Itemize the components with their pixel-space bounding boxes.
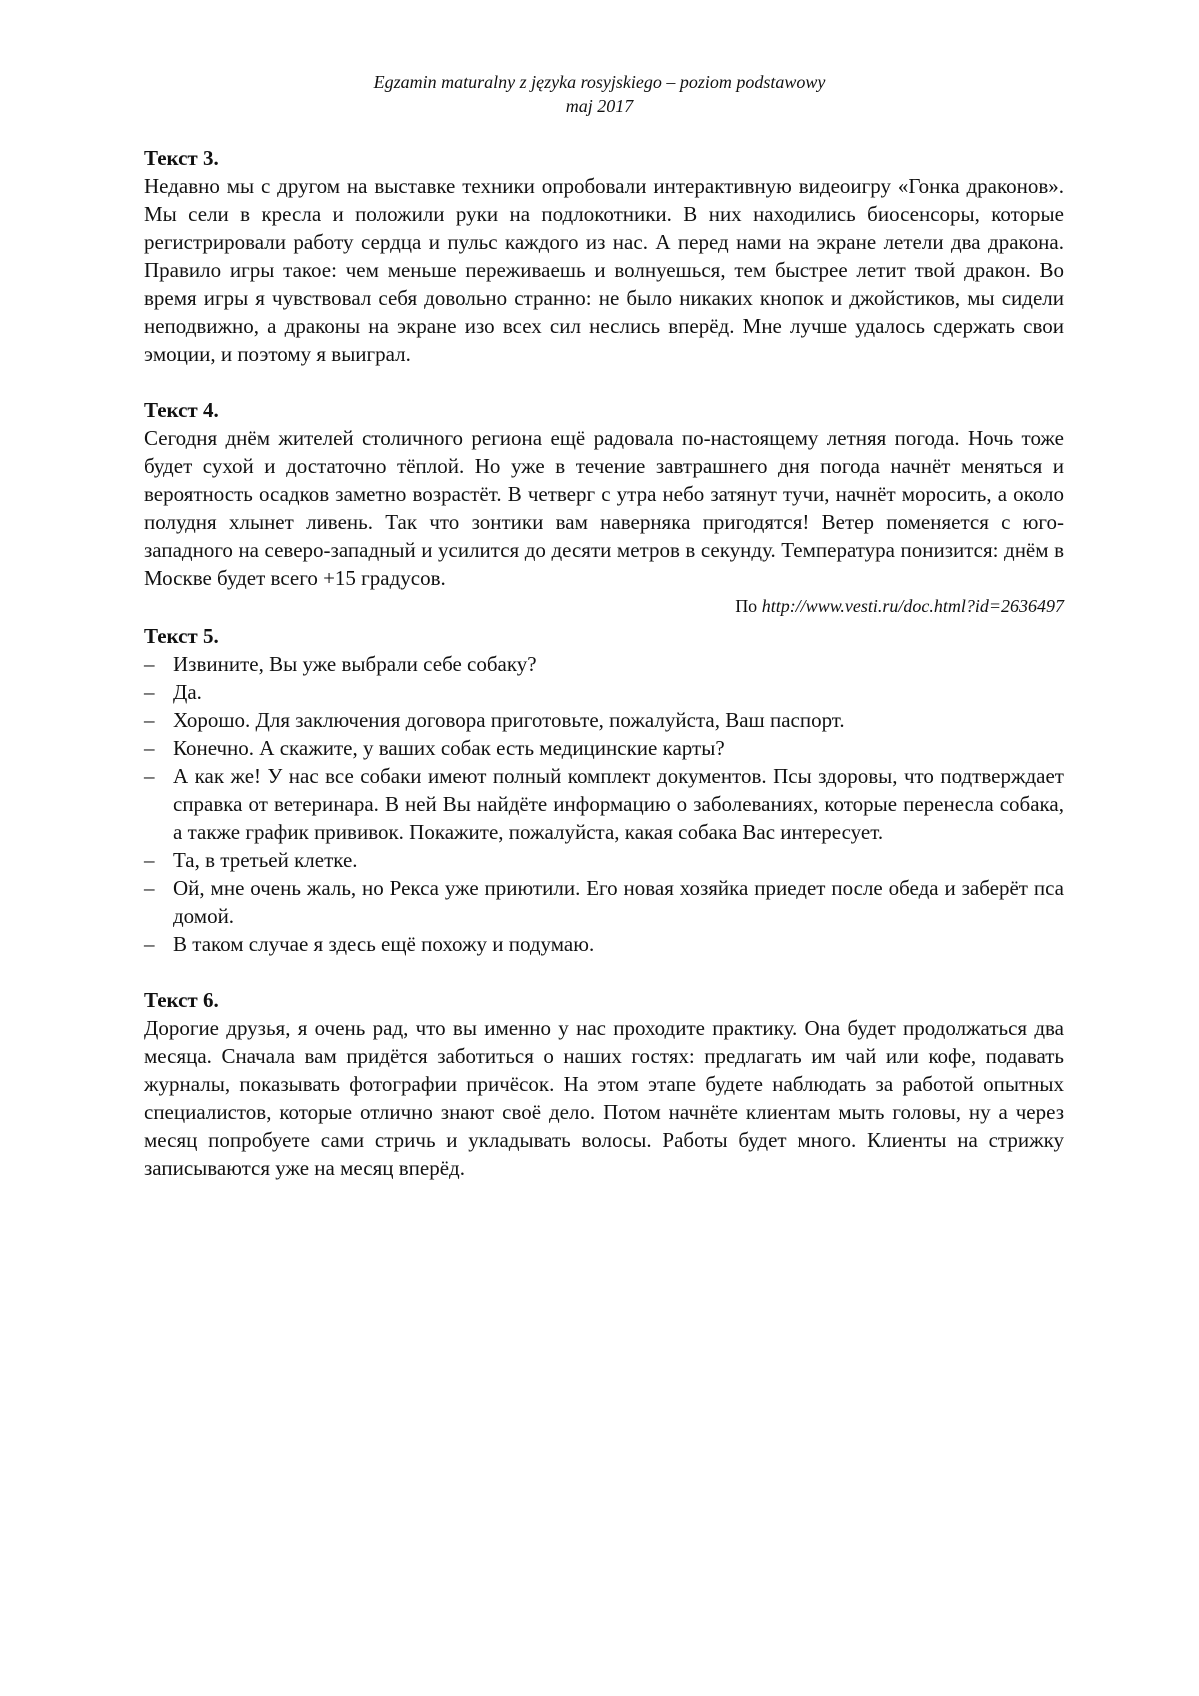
exam-title: Egzamin maturalny z języka rosyjskiego – poziom podstawowy [373, 72, 826, 92]
page-header [0, 70, 1199, 118]
text-4-title: Текст 4. [144, 398, 219, 422]
dialog-dash: – [144, 848, 155, 872]
source-url: http://www.vesti.ru/doc.html?id=2636497 [761, 596, 1064, 616]
dialog-line-text: Ой, мне очень жаль, но Рекса уже приютили. Его новая хозяйка приедет после обеда и заберёт пса домой. [173, 876, 1064, 928]
dialog-dash: – [144, 680, 155, 704]
dialog-line-text: В таком случае я здесь ещё похожу и подумаю. [173, 932, 595, 956]
dialog-line-text: Да. [173, 680, 202, 704]
text-3-section [144, 144, 1064, 368]
text-6-title: Текст 6. [144, 988, 219, 1012]
dialog-dash: – [144, 932, 155, 956]
text-4-section [144, 396, 1064, 618]
dialog-line-text: Та, в третьей клетке. [173, 848, 358, 872]
source-prefix: По [735, 596, 758, 616]
text-5-dialog [144, 650, 1064, 958]
dialog-line [144, 706, 1064, 734]
text-4-source [144, 594, 1064, 618]
dialog-dash: – [144, 736, 155, 760]
page-content [144, 144, 1064, 1182]
text-3-body: Недавно мы с другом на выставке техники опробовали интерактивную видеоигру «Гонка драконов». Мы сели в кресла и положили руки на подлокотники. В них находились биосенсоры, которые регистрировали работу сердца и пульс каждого из нас. А перед нами на экране летели два дракона. Правило игры такое: чем меньше переживаешь и волнуешься, тем быстрее летит твой дракон. Во время игры я чувствовал себя довольно странно: не было никаких кнопок и джойстиков, мы сидели неподвижно, а драконы на экране изо всех сил неслись вперёд. Мне лучше удалось сдержать свои эмоции, и поэтому я выиграл. [144, 174, 1064, 366]
dialog-line-text: А как же! У нас все собаки имеют полный комплект документов. Псы здоровы, что подтверждает справка от ветеринара. В ней Вы найдёте информацию о заболеваниях, которые перенесла собака, а также график прививок. Покажите, пожалуйста, какая собака Вас интересует. [173, 764, 1064, 844]
text-6-body: Дорогие друзья, я очень рад, что вы именно у нас проходите практику. Она будет продолжаться два месяца. Сначала вам придётся заботиться о наших гостях: предлагать им чай или кофе, подавать журналы, показывать фотографии причёсок. На этом этапе будете наблюдать за работой опытных специалистов, которые отлично знают своё дело. Потом начнёте клиентам мыть головы, ну а через месяц попробуете сами стричь и укладывать волосы. Работы будет много. Клиенты на стрижку записываются уже на месяц вперёд. [144, 1016, 1064, 1180]
text-6-section [144, 986, 1064, 1182]
dialog-line [144, 678, 1064, 706]
dialog-line [144, 650, 1064, 678]
text-5-section [144, 622, 1064, 958]
dialog-dash: – [144, 708, 155, 732]
dialog-dash: – [144, 652, 155, 676]
dialog-dash: – [144, 876, 155, 900]
exam-date: maj 2017 [565, 96, 634, 116]
text-5-title: Текст 5. [144, 624, 219, 648]
dialog-line [144, 846, 1064, 874]
dialog-line [144, 874, 1064, 930]
dialog-line [144, 930, 1064, 958]
dialog-line-text: Извините, Вы уже выбрали себе собаку? [173, 652, 537, 676]
text-3-title: Текст 3. [144, 146, 219, 170]
dialog-dash: – [144, 764, 155, 788]
dialog-line-text: Хорошо. Для заключения договора приготовьте, пожалуйста, Ваш паспорт. [173, 708, 845, 732]
dialog-line [144, 734, 1064, 762]
dialog-line-text: Конечно. А скажите, у ваших собак есть медицинские карты? [173, 736, 725, 760]
dialog-line [144, 762, 1064, 846]
text-4-body: Сегодня днём жителей столичного региона ещё радовала по-настоящему летняя погода. Ночь тоже будет сухой и достаточно тёплой. Но уже в течение завтрашнего дня погода начнёт меняться и вероятность осадков заметно возрастёт. В четверг с утра небо затянут тучи, начнёт моросить, а около полудня хлынет ливень. Так что зонтики вам наверняка пригодятся! Ветер поменяется с юго-западного на северо-западный и усилится до десяти метров в секунду. Температура понизится: днём в Москве будет всего +15 градусов. [144, 426, 1064, 590]
